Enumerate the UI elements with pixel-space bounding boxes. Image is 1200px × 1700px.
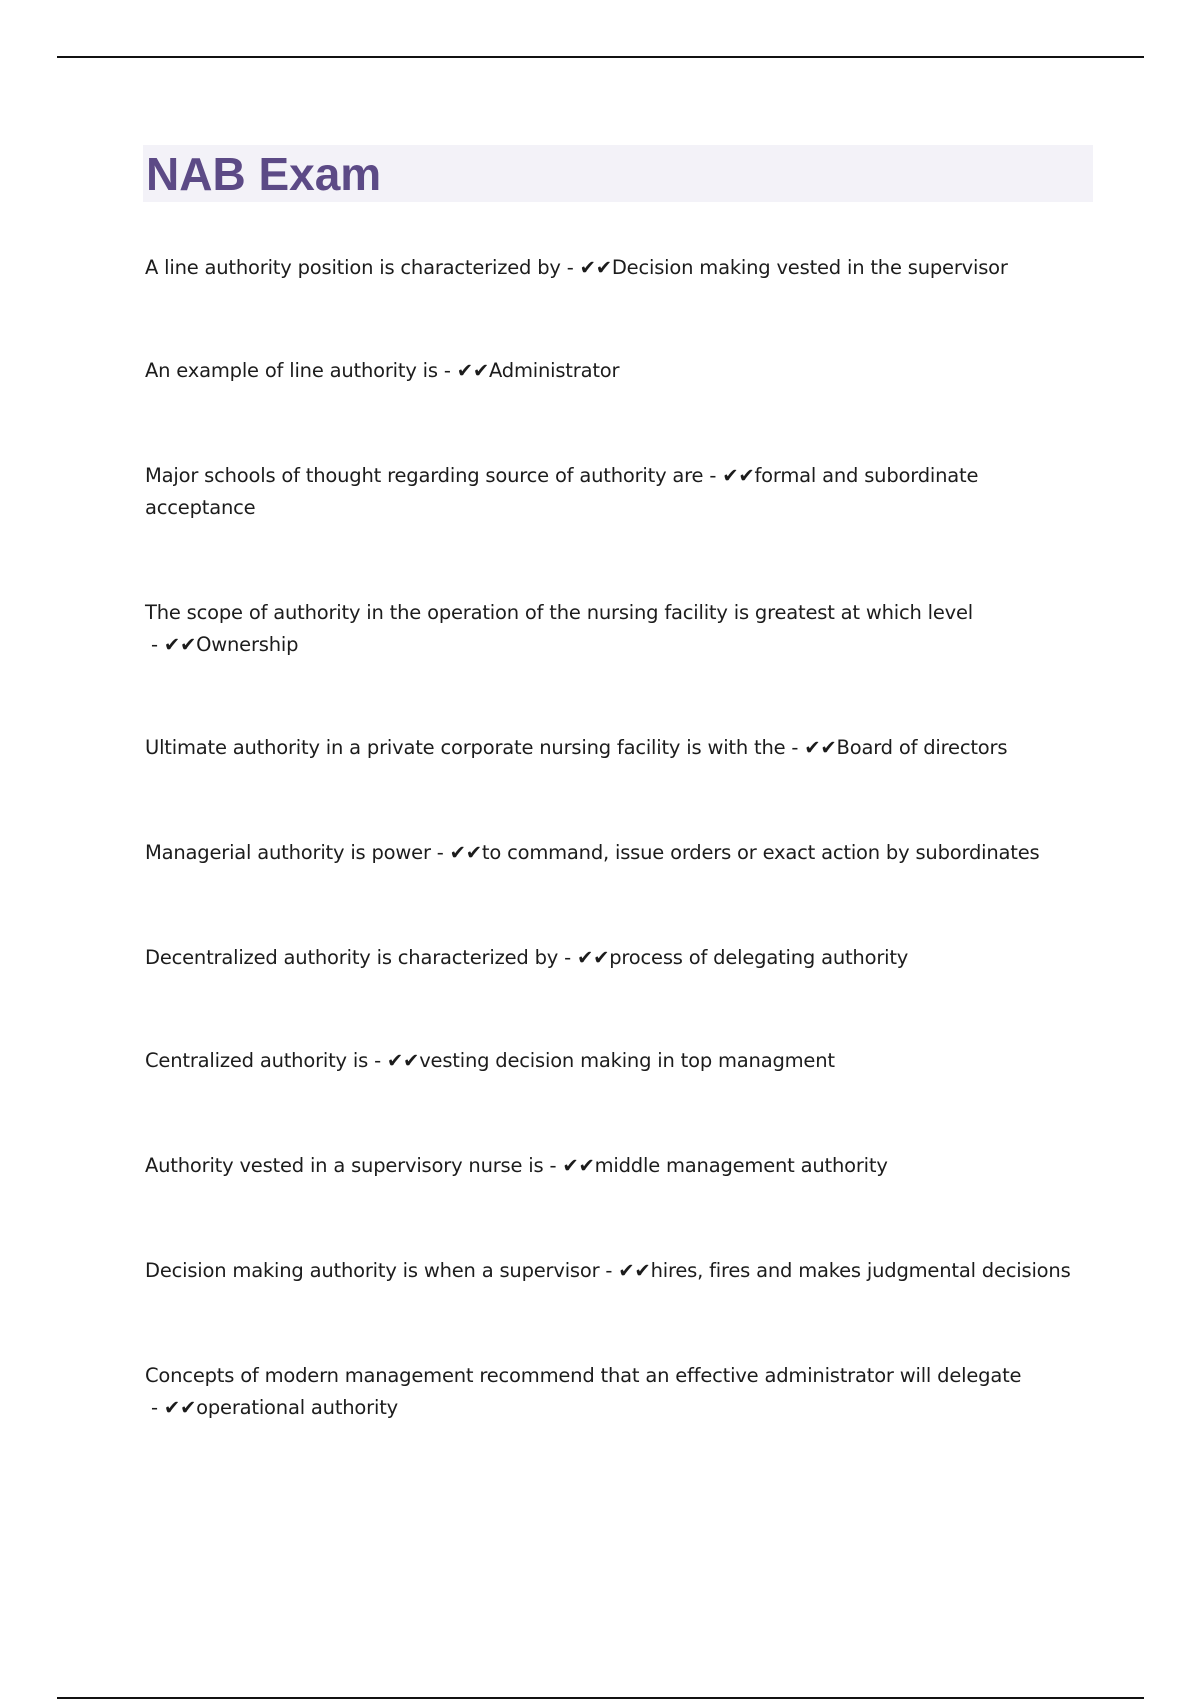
- qa-item: Decision making authority is when a supervisor - ✔✔hires, fires and makes judgmental decisions: [145, 1259, 1071, 1282]
- checkmark-icon: ✔✔: [722, 464, 755, 487]
- qa-item: Centralized authority is - ✔✔vesting decision making in top managment: [145, 1049, 835, 1072]
- qa-item: Managerial authority is power - ✔✔to command, issue orders or exact action by subordinates: [145, 841, 1040, 864]
- question-text: Major schools of thought regarding source of authority are: [145, 464, 704, 487]
- question-text: The scope of authority in the operation of the nursing facility is greatest at which level: [145, 601, 974, 624]
- top-rule: [57, 56, 1144, 58]
- question-text: Authority vested in a supervisory nurse is: [145, 1154, 544, 1177]
- answer-text: Administrator: [488, 359, 620, 382]
- page-title: NAB Exam: [146, 148, 382, 200]
- checkmark-icon: ✔✔: [562, 1154, 595, 1177]
- checkmark-icon: ✔✔: [163, 633, 197, 656]
- question-text: An example of line authority is: [145, 359, 438, 382]
- qa-item: Concepts of modern management recommend that an effective administrator will delegate - ✔✔operational authority: [145, 1364, 1022, 1419]
- answer-text: to command, issue orders or exact action by subordinates: [481, 841, 1040, 864]
- qa-item: Ultimate authority in a private corporate nursing facility is with the - ✔✔Board of directors: [145, 736, 1008, 759]
- checkmark-icon: ✔✔: [456, 359, 489, 382]
- answer-text: operational authority: [196, 1396, 398, 1419]
- answer-text: Board of directors: [836, 736, 1008, 759]
- answer-text: hires, fires and makes judgmental decisions: [650, 1259, 1071, 1282]
- question-text: Managerial authority is power: [145, 841, 431, 864]
- checkmark-icon: ✔✔: [449, 841, 482, 864]
- bottom-rule: [57, 1697, 1144, 1699]
- qa-item: A line authority position is characterized by - ✔✔Decision making vested in the supervisor: [145, 256, 1008, 279]
- qa-item: An example of line authority is - ✔✔Administrator: [145, 359, 620, 382]
- question-text: Decision making authority is when a supervisor: [145, 1259, 600, 1282]
- question-text: Ultimate authority in a private corporate nursing facility is with the: [145, 736, 786, 759]
- answer-text: Decision making vested in the supervisor: [611, 256, 1008, 279]
- checkmark-icon: ✔✔: [386, 1049, 420, 1072]
- answer-text: process of delegating authority: [609, 946, 909, 969]
- checkmark-icon: ✔✔: [163, 1396, 197, 1419]
- qa-item: Decentralized authority is characterized by - ✔✔process of delegating authority: [145, 946, 909, 969]
- checkmark-icon: ✔✔: [579, 256, 612, 279]
- qa-item: Authority vested in a supervisory nurse is - ✔✔middle management authority: [145, 1154, 888, 1177]
- question-text: Centralized authority is: [145, 1049, 369, 1072]
- qa-item: Major schools of thought regarding source of authority are - ✔✔formal and subordinate acceptance: [145, 464, 979, 519]
- answer-text: Ownership: [196, 633, 299, 656]
- answer-text: vesting decision making in top managment: [419, 1049, 835, 1072]
- checkmark-icon: ✔✔: [804, 736, 837, 759]
- checkmark-icon: ✔✔: [576, 946, 610, 969]
- question-text: Decentralized authority is characterized by: [145, 946, 559, 969]
- checkmark-icon: ✔✔: [618, 1259, 651, 1282]
- question-text: A line authority position is characterized by: [145, 256, 561, 279]
- qa-item: The scope of authority in the operation of the nursing facility is greatest at which level - ✔✔Ownership: [145, 601, 974, 656]
- answer-text: formal and subordinate acceptance: [145, 464, 979, 519]
- answer-text: middle management authority: [594, 1154, 888, 1177]
- question-text: Concepts of modern management recommend that an effective administrator will delegate: [145, 1364, 1022, 1387]
